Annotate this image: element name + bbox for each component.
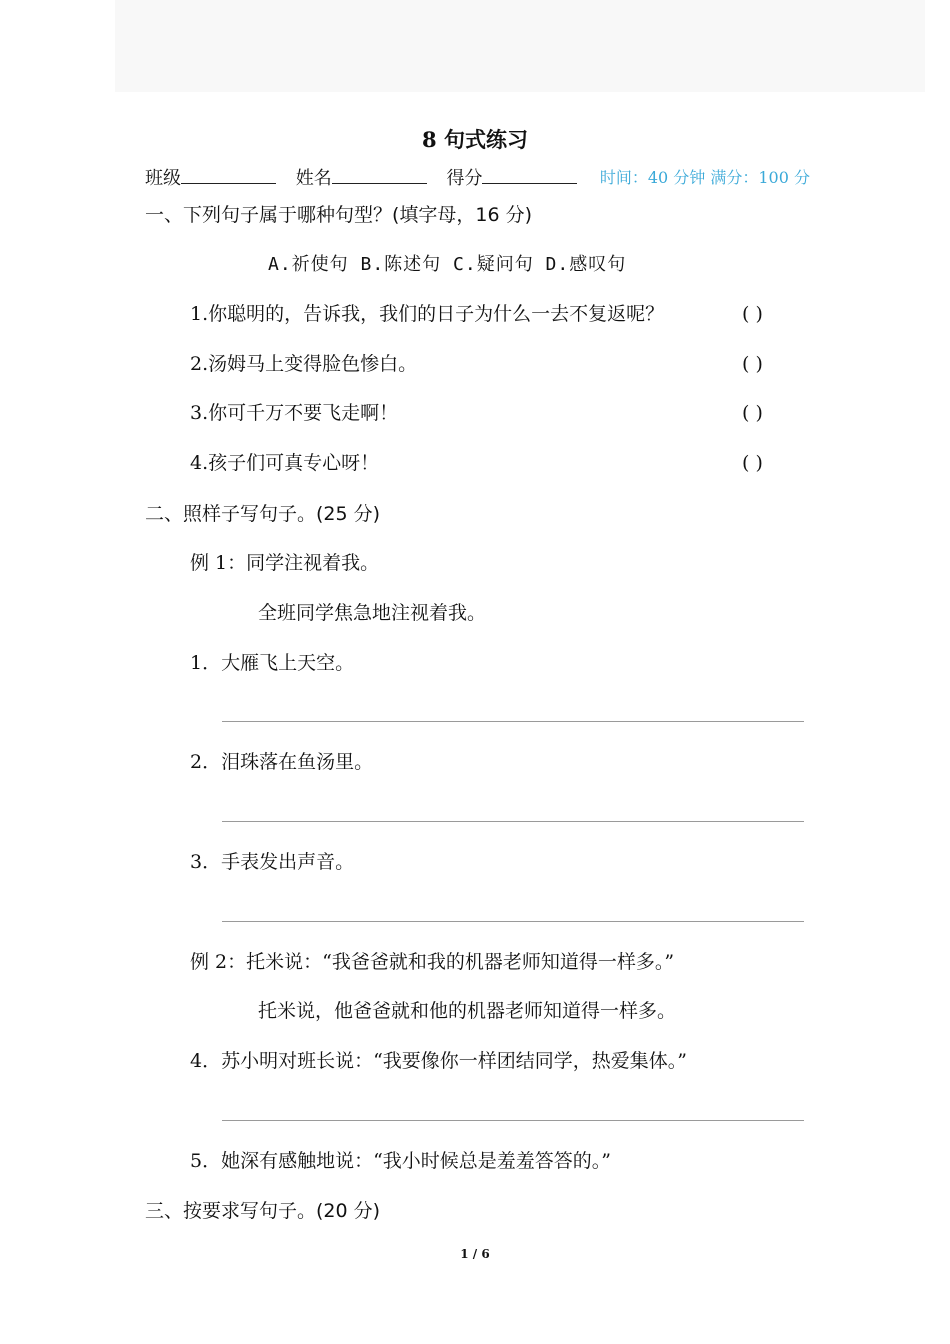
page-number: 1 / 6 [460, 1247, 490, 1261]
answer-paren-4[interactable]: ( ) [742, 452, 763, 474]
question-1-3: 3.你可千万不要飞走啊！ [190, 402, 399, 424]
time-score-meta: 时间：40 分钟 满分：100 分 [599, 168, 810, 187]
question-2-1: 1．大雁飞上天空。 [190, 652, 355, 674]
example-1: 例 1：同学注视着我。 [190, 552, 380, 574]
answer-line-4[interactable] [222, 1120, 804, 1121]
answer-line-3[interactable] [222, 921, 804, 922]
example-1-answer: 全班同学焦急地注视着我。 [258, 602, 487, 624]
answer-paren-3[interactable]: ( ) [742, 402, 763, 424]
answer-paren-1[interactable]: ( ) [742, 303, 763, 325]
question-2-5: 5．她深有感触地说：“我小时候总是羞羞答答的。” [190, 1150, 612, 1172]
class-blank[interactable] [181, 165, 276, 184]
page-title: 8 句式练习 [422, 127, 528, 152]
section3-heading: 三、按要求写句子。(20 分) [145, 1200, 381, 1222]
question-1-2: 2.汤姆马上变得脸色惨白。 [190, 353, 418, 375]
question-2-2: 2．泪珠落在鱼汤里。 [190, 751, 374, 773]
example-2: 例 2：托米说：“我爸爸就和我的机器老师知道得一样多。” [190, 951, 675, 973]
answer-line-2[interactable] [222, 821, 804, 822]
section2-heading: 二、照样子写句子。(25 分) [145, 503, 381, 525]
student-info-line [145, 165, 810, 191]
question-1-1: 1.你聪明的，告诉我，我们的日子为什么一去不复返呢？ [190, 303, 665, 325]
answer-paren-2[interactable]: ( ) [742, 353, 763, 375]
class-field [145, 165, 276, 192]
page-header-band [115, 0, 925, 92]
score-field [446, 165, 577, 192]
section1-heading: 一、下列句子属于哪种句型？(填字母，16 分) [145, 204, 533, 226]
question-1-4: 4.孩子们可真专心呀！ [190, 452, 380, 474]
name-blank[interactable] [332, 165, 427, 184]
question-2-3: 3．手表发出声音。 [190, 851, 355, 873]
name-label: 姓名 [295, 168, 332, 189]
class-label: 班级 [145, 168, 181, 189]
score-label: 得分 [446, 168, 483, 189]
answer-line-1[interactable] [222, 721, 804, 722]
sentence-type-options: A.祈使句 B.陈述句 C.疑问句 D.感叹句 [268, 254, 627, 275]
example-2-answer: 托米说，他爸爸就和他的机器老师知道得一样多。 [258, 1000, 677, 1022]
name-field [296, 165, 427, 192]
score-blank[interactable] [482, 165, 577, 184]
question-2-4: 4．苏小明对班长说：“我要像你一样团结同学，热爱集体。” [190, 1050, 688, 1072]
